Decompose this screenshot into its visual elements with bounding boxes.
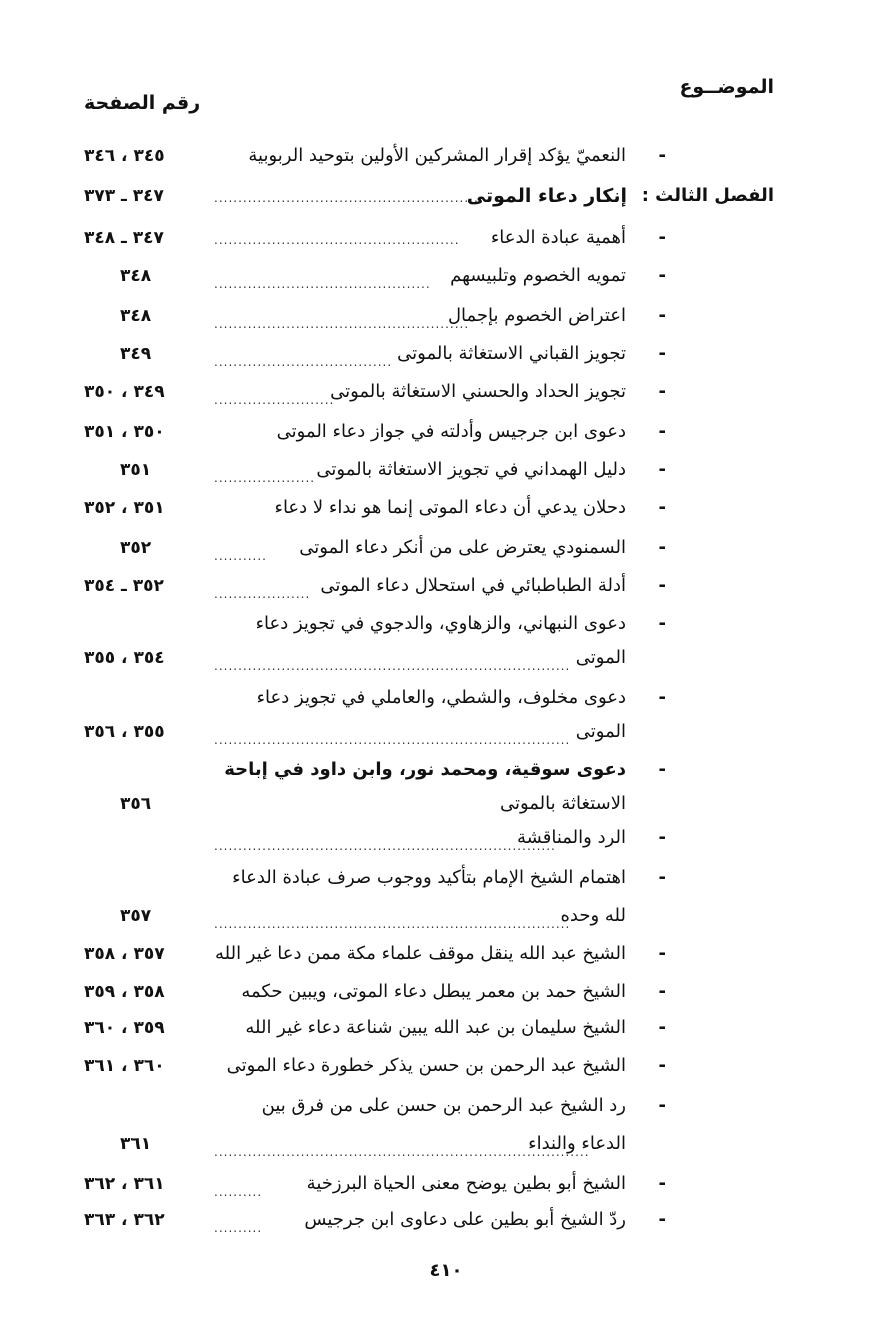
- entry-pages: ٣٥٥ ، ٣٥٦: [84, 722, 165, 742]
- bullet-dash: -: [658, 575, 666, 596]
- leader-dots: ...........: [214, 549, 267, 563]
- bullet-dash: -: [658, 265, 666, 286]
- entry-title-line2: الاستغاثة بالموتى: [499, 793, 626, 814]
- entry-pages: ٣٤٨: [120, 266, 152, 286]
- bullet-dash: -: [658, 459, 666, 480]
- entry-title-line2: الدعاء والنداء: [528, 1133, 626, 1154]
- bullet-dash: -: [658, 305, 666, 326]
- bullet-dash: -: [658, 227, 666, 248]
- leader-dots: .......................................................: [214, 191, 479, 205]
- entry-title-line1: دعوى سوقية، ومحمد نور، وابن داود في إباحة: [224, 759, 626, 780]
- chapter-title: إنكار دعاء الموتى: [466, 185, 627, 207]
- entry-pages: ٣٥١ ، ٣٥٢: [84, 498, 165, 518]
- bullet-dash: -: [658, 1095, 666, 1116]
- entry-title-line2: لله وحده: [560, 905, 626, 926]
- leader-dots: .....................: [214, 471, 316, 485]
- entry-title: دحلان يدعي أن دعاء الموتى إنما هو نداء لا دعاء: [274, 497, 626, 518]
- entry-pages: ٣٤٩: [120, 344, 152, 364]
- entry-pages: ٣٥٧ ، ٣٥٨: [84, 944, 165, 964]
- leader-dots: ..........................................................................: [214, 917, 571, 931]
- entry-pages: ٣٥٢: [120, 538, 152, 558]
- entry-title-line1: دعوى النبهاني، والزهاوي، والدجوي في تجويز دعاء: [255, 613, 626, 634]
- entry-pages: ٣٥٤ ، ٣٥٥: [84, 648, 165, 668]
- entry-pages: ٣٦١ ، ٣٦٢: [84, 1174, 165, 1194]
- leader-dots: ..........................................................................: [214, 659, 571, 673]
- entry-title: الشيخ أبو بطين يوضح معنى الحياة البرزخية: [306, 1173, 626, 1194]
- bullet-dash: -: [658, 687, 666, 708]
- leader-dots: .....................................................: [214, 317, 470, 331]
- leader-dots: ....................: [214, 587, 311, 601]
- leader-dots: ..........................................................................: [214, 733, 571, 747]
- bullet-dash: -: [658, 381, 666, 402]
- entry-title-line1: اهتمام الشيخ الإمام بتأكيد ووجوب صرف عبادة الدعاء: [232, 867, 626, 888]
- topic-column-header: الموضــوع: [679, 76, 774, 98]
- entry-title: الرد والمناقشة: [517, 827, 626, 848]
- entry-pages: ٣٦١: [120, 1134, 152, 1154]
- bullet-dash: -: [658, 943, 666, 964]
- entry-title: اعتراض الخصوم بإجمال: [447, 305, 626, 326]
- entry-title-line1: رد الشيخ عبد الرحمن بن حسن على من فرق بين: [261, 1095, 626, 1116]
- leader-dots: .....................................: [214, 355, 393, 369]
- page-footer-number: ٤١٠: [429, 1260, 463, 1281]
- entry-title: تجويز الحداد والحسني الاستغاثة بالموتى: [330, 381, 626, 402]
- leader-dots: .......................................................................: [214, 839, 556, 853]
- bullet-dash: -: [658, 867, 666, 888]
- bullet-dash: -: [658, 1017, 666, 1038]
- entry-pages: ٣٤٩ ، ٣٥٠: [84, 382, 165, 402]
- leader-dots: ..............................................................................: [214, 1145, 590, 1159]
- entry-pages: ٣٤٧ ـ ٣٤٨: [84, 228, 164, 248]
- entry-title-line1: دعوى مخلوف، والشطي، والعاملي في تجويز دعاء: [256, 687, 626, 708]
- entry-title: تمويه الخصوم وتلبيسهم: [450, 265, 626, 286]
- entry-pages: ٣٥٠ ، ٣٥١: [84, 422, 165, 442]
- bullet-dash: -: [658, 1209, 666, 1230]
- entry-pages: ٣٤٥ ، ٣٤٦: [84, 146, 165, 166]
- entry-pages: ٣٥٦: [120, 794, 152, 814]
- entry-title: الشيخ حمد بن معمر يبطل دعاء الموتى، ويبين حكمه: [241, 981, 626, 1002]
- bullet-dash: -: [658, 537, 666, 558]
- entry-pages: ٣٥٨ ، ٣٥٩: [84, 982, 165, 1002]
- entry-pages: ٣٥٢ ـ ٣٥٤: [84, 576, 164, 596]
- bullet-dash: -: [658, 497, 666, 518]
- leader-dots: .........................: [214, 393, 335, 407]
- entry-title: ردّ الشيخ أبو بطين على دعاوى ابن جرجيس: [304, 1209, 626, 1230]
- leader-dots: ..........: [214, 1185, 263, 1199]
- bullet-dash: -: [658, 981, 666, 1002]
- entry-pages: ٣٦٢ ، ٣٦٣: [84, 1210, 165, 1230]
- bullet-dash: -: [658, 827, 666, 848]
- entry-title: النعميّ يؤكد إقرار المشركين الأولين بتوحيد الربوبية: [248, 145, 626, 166]
- chapter-label: الفصل الثالث :: [641, 185, 774, 206]
- entry-pages: ٣٦٠ ، ٣٦١: [84, 1056, 165, 1076]
- entry-title: دعوى ابن جرجيس وأدلته في جواز دعاء الموتى: [276, 421, 626, 442]
- bullet-dash: -: [658, 613, 666, 634]
- bullet-dash: -: [658, 759, 666, 780]
- bullet-dash: -: [658, 1173, 666, 1194]
- page-number-column-header: رقم الصفحة: [84, 92, 201, 114]
- entry-pages: ٣٥٧: [120, 906, 152, 926]
- entry-pages: ٣٤٨: [120, 306, 152, 326]
- leader-dots: ...................................................: [214, 233, 460, 247]
- entry-title-line2: الموتى: [575, 721, 626, 742]
- bullet-dash: -: [658, 343, 666, 364]
- bullet-dash: -: [658, 1055, 666, 1076]
- entry-pages: ٣٥٩ ، ٣٦٠: [84, 1018, 165, 1038]
- entry-pages: ٣٥١: [120, 460, 152, 480]
- bullet-dash: -: [658, 145, 666, 166]
- entry-title: الشيخ سليمان بن عبد الله يبين شناعة دعاء غير الله: [245, 1017, 626, 1038]
- entry-title: الشيخ عبد الرحمن بن حسن يذكر خطورة دعاء الموتى: [226, 1055, 626, 1076]
- entry-pages: ٣٤٧ ـ ٣٧٣: [84, 186, 164, 206]
- entry-title: أهمية عبادة الدعاء: [490, 227, 626, 248]
- entry-title: الشيخ عبد الله ينقل موقف علماء مكة ممن دعا غير الله: [214, 943, 626, 964]
- entry-title: السمنودي يعترض على من أنكر دعاء الموتى: [299, 537, 626, 558]
- leader-dots: ..........: [214, 1221, 263, 1235]
- leader-dots: .............................................: [214, 277, 431, 291]
- entry-title-line2: الموتى: [575, 647, 626, 668]
- entry-title: أدلة الطباطبائي في استحلال دعاء الموتى: [320, 575, 626, 596]
- entry-title: تجويز القباني الاستغاثة بالموتى: [397, 343, 626, 364]
- entry-title: دليل الهمداني في تجويز الاستغاثة بالموتى: [316, 459, 626, 480]
- bullet-dash: -: [658, 421, 666, 442]
